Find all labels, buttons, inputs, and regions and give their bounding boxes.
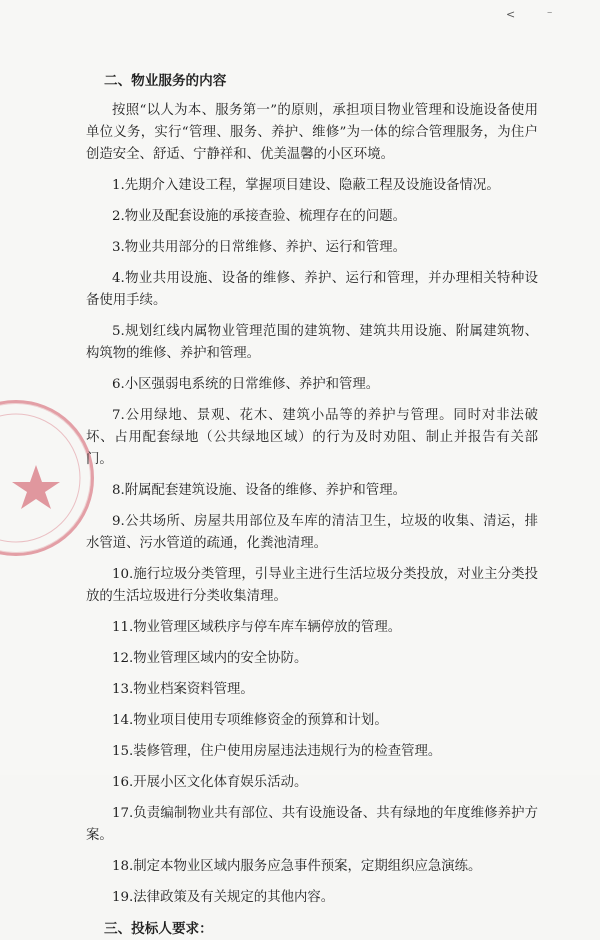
list-item: 12.物业管理区域内的安全协防。 — [112, 651, 308, 666]
list-item: 3.物业共用部分的日常维修、养护、运行和管理。 — [112, 240, 406, 255]
list-item: 18.制定本物业区域内服务应急事件预案，定期组织应急演练。 — [112, 859, 482, 874]
section-heading-bidder-requirements: 三、投标人要求： — [104, 921, 213, 937]
intro-paragraph: 按照“以人为本、服务第一”的原则，承担项目物业管理和设施设备使用单位义务，实行“管理、服务、养护、维修”为一体的综合管理服务，为住户创造安全、舒适、宁静祥和、优美温馨的小区环境。 — [86, 103, 538, 162]
list-item: 11.物业管理区域秩序与停车库车辆停放的管理。 — [112, 620, 402, 635]
list-item: 9.公共场所、房屋共用部位及车库的清洁卫生，垃圾的收集、清运，排水管道、污水管道的疏通，化粪池清理。 — [86, 514, 538, 551]
list-item: 4.物业共用设施、设备的维修、养护、运行和管理，并办理相关特种设备使用手续。 — [86, 271, 538, 308]
list-item: 17.负责编制物业共有部位、共有设施设备、共有绿地的年度维修养护方案。 — [86, 806, 538, 843]
official-seal — [0, 400, 94, 556]
list-item: 6.小区强弱电系统的日常维修、养护和管理。 — [112, 377, 380, 392]
list-item: 8.附属配套建筑设施、设备的维修、养护和管理。 — [112, 483, 406, 498]
list-item: 19.法律政策及有关规定的其他内容。 — [112, 890, 335, 905]
list-item: 10.施行垃圾分类管理，引导业主进行生活垃圾分类投放，对业主分类投放的生活垃圾进行分类收集清理。 — [86, 567, 538, 604]
document-body — [86, 70, 538, 940]
section-heading-services: 二、物业服务的内容 — [104, 73, 227, 89]
list-item: 2.物业及配套设施的承接查验、梳理存在的问题。 — [112, 209, 406, 224]
star-icon — [0, 403, 91, 553]
service-item-list — [86, 175, 538, 909]
list-item: 15.装修管理，住户使用房屋违法违规行为的检查管理。 — [112, 744, 442, 759]
list-item: 14.物业项目使用专项维修资金的预算和计划。 — [112, 713, 388, 728]
list-item: 16.开展小区文化体育娱乐活动。 — [112, 775, 308, 790]
list-item: 7.公用绿地、景观、花木、建筑小品等的养护与管理。同时对非法破坏、占用配套绿地（公共绿地区域）的行为及时劝阻、制止并报告有关部门。 — [86, 408, 538, 467]
list-item: 1.先期介入建设工程，掌握项目建设、隐蔽工程及设施设备情况。 — [112, 178, 500, 193]
list-item: 5.规划红线内属物业管理范围的建筑物、建筑共用设施、附属建筑物、构筑物的维修、养护和管理。 — [86, 324, 538, 361]
list-item: 13.物业档案资料管理。 — [112, 682, 254, 697]
corner-marks: < ⁻ — [506, 8, 567, 21]
